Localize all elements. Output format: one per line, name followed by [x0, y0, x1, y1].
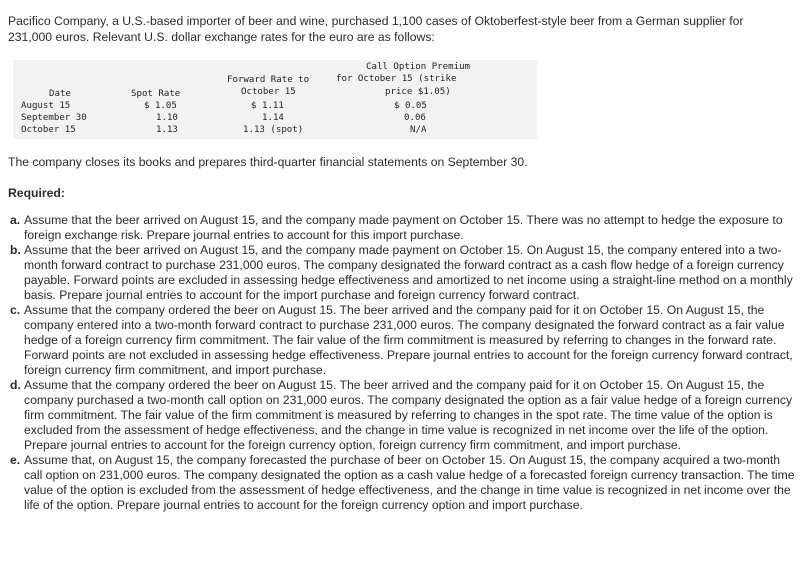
problem-intro: [8, 13, 798, 45]
row-option: $ 0.05: [394, 101, 427, 111]
header-option-1: Call Option Premium: [366, 62, 471, 72]
requirement-text: Assume that the beer arrived on August 15, and the company made payment on October 15. There was no attempt to hedge the exposure to foreign exchange risk. Prepare journal entries to account for this import purchase.: [24, 213, 783, 242]
requirement-d: [10, 378, 800, 453]
row-date: August 15: [21, 101, 71, 111]
header-date: Date: [49, 89, 71, 99]
requirement-b: [10, 243, 800, 303]
requirement-letter: a.: [10, 213, 21, 227]
requirement-letter: d.: [10, 378, 21, 392]
header-spot-rate: Spot Rate: [131, 89, 181, 99]
intro-line-2: 231,000 euros. Relevant U.S. dollar exchange rates for the euro are as follows:: [8, 30, 435, 44]
row-spot: 1.13: [156, 125, 178, 135]
row-spot: 1.10: [156, 113, 178, 123]
header-forward-1: Forward Rate to: [227, 75, 310, 85]
header-option-3: price $1.05): [385, 87, 451, 97]
requirements-list: [10, 213, 800, 513]
header-forward-2: October 15: [241, 87, 296, 97]
row-forward: 1.14: [262, 113, 284, 123]
row-option: 0.06: [404, 113, 426, 123]
requirement-text: Assume that the company ordered the beer on August 15. The beer arrived and the company paid for it on October 15. On August 15, the company purchased a two-month call option on 231,000 euros. The company designated the option as a fair value hedge of a foreign currency firm commitment. The fair value of the firm commitment is measured by referring to changes in the spot rate. The time value of the option is excluded from the assessment of hedge effectiveness, and the change in time value is recognized in net income over the life of the option. Prepare journal entries to account for the foreign currency option, foreign currency firm commitment, and import purchase.: [24, 378, 793, 452]
row-forward: 1.13 (spot): [243, 125, 304, 135]
exchange-rate-table: [13, 60, 537, 139]
row-option: N/A: [410, 125, 427, 135]
requirement-text: Assume that the company ordered the beer on August 15. The beer arrived and the company paid for it on October 15. On August 15, the company entered into a two-month forward contract to purchase 231,000 euros. The company designated the forward contract as a fair value hedge of a foreign currency firm commitment. The fair value of the firm commitment is measured by referring to changes in the forward rate. Forward points are not excluded in assessing hedge effectiveness. Prepare journal entries to account for the foreign currency forward contract, foreign currency firm commitment, and import purchase.: [24, 303, 793, 377]
row-forward: $ 1.11: [251, 101, 284, 111]
row-date: September 30: [21, 113, 87, 123]
requirement-e: [10, 453, 800, 513]
requirement-text: Assume that, on August 15, the company forecasted the purchase of beer on October 15. On August 15, the company acquired a two-month call option on 231,000 euros. The company designated the option as a cash value hedge of a forecasted foreign currency transaction. The time value of the option is excluded from the assessment of hedge effectiveness, and the change in time value is recognized in net income over the life of the option. Prepare journal entries to account for the foreign currency option and import purchase.: [24, 453, 795, 512]
requirement-letter: c.: [10, 303, 21, 317]
requirement-letter: b.: [10, 243, 21, 257]
requirement-letter: e.: [10, 453, 21, 467]
requirement-text: Assume that the beer arrived on August 15, and the company made payment on October 15. On August 15, the company entered into a two-month forward contract to purchase 231,000 euros. The company designated the forward contract as a cash flow hedge of a foreign currency payable. Forward points are excluded in assessing hedge effectiveness and amortized to net income using a straight-line method on a monthly basis. Prepare journal entries to account for the import purchase and foreign currency forward contract.: [24, 243, 793, 302]
requirement-c: [10, 303, 800, 378]
required-heading: Required:: [8, 186, 65, 200]
requirement-a: [10, 213, 800, 243]
row-spot: $ 1.05: [144, 101, 177, 111]
intro-line-1: Pacifico Company, a U.S.-based importer of beer and wine, purchased 1,100 cases of Oktoberfest-style beer from a German supplier for: [8, 14, 744, 28]
header-option-2: for October 15 (strike: [336, 74, 457, 84]
closing-statement: The company closes its books and prepares third-quarter financial statements on September 30.: [8, 155, 528, 169]
row-date: October 15: [21, 125, 76, 135]
